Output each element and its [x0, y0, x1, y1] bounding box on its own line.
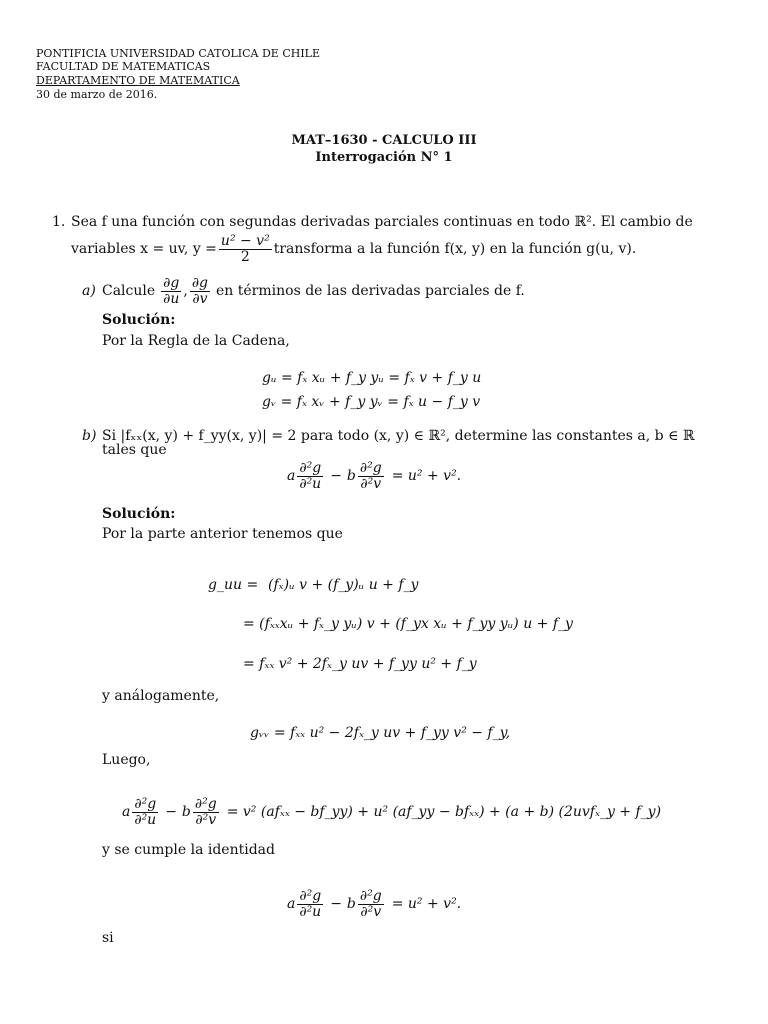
d2g-dv2-fraction-3: $\frac{\text{∂²g}}{\text{∂²v}}$ [359, 887, 382, 920]
identity-rhs: = u² + v². [391, 896, 462, 912]
dg-du-fraction: $\frac{\partial g}{\partial u}$ [163, 274, 180, 307]
part-b-target-equation: a $\frac{\text{∂²g}}{\text{∂²u}}$ − b $\frac{\text{∂²g}}{\text{∂²v}}$ = u² + v². [287, 459, 462, 492]
part-b-solution-label: Solución: [102, 506, 176, 522]
course-title: MAT–1630 - CALCULO III [291, 133, 477, 148]
problem-line-2-pre: variables x = uv, y = [71, 241, 217, 257]
faculty-name: FACULTAD DE MATEMATICAS [36, 60, 211, 73]
long-equation-rhs: = v² (afₓₓ − bf_yy) + u² (af_yy − bfₓₓ) + (a + b) (2uvfₓ_y + f_y) [226, 804, 662, 820]
part-b-target-rhs: = u² + v². [391, 468, 462, 484]
part-a-label: a) [82, 283, 96, 299]
analogously-text: y análogamente, [102, 688, 220, 704]
department-name: DEPARTAMENTO DE MATEMATICA [36, 74, 240, 87]
d2g-dv2-fraction-2: $\frac{\text{∂²g}}{\text{∂²v}}$ [194, 795, 217, 828]
guu-line-3: = fₓₓ v² + 2fₓ_y uv + f_yy u² + f_y [243, 656, 477, 672]
problem-number: 1. [52, 214, 66, 230]
long-equation: a $\frac{\text{∂²g}}{\text{∂²u}}$ − b $\frac{\text{∂²g}}{\text{∂²v}}$ = v² (afₓₓ − bf_yy) + u² (af_yy − bfₓₓ) + (a + b) (2uvfₓ_y + f_y) [122, 795, 662, 828]
part-a-equation-1: gᵤ = fₓ xᵤ + f_y yᵤ = fₓ v + f_y u [262, 370, 482, 386]
part-b-solution-intro: Por la parte anterior tenemos que [102, 526, 343, 542]
d2g-du2-fraction-2: $\frac{\text{∂²g}}{\text{∂²u}}$ [134, 795, 157, 828]
d2g-du2-fraction-3: $\frac{\text{∂²g}}{\text{∂²u}}$ [299, 887, 322, 920]
guu-lhs: g_uu = [208, 577, 259, 593]
change-of-variable-fraction [219, 234, 272, 265]
part-a-equation-2: gᵥ = fₓ xᵥ + f_y yᵥ = fₓ u − f_y v [262, 394, 481, 410]
problem-line-2-post: transforma a la función f(x, y) en la función g(u, v). [273, 241, 637, 257]
university-name: PONTIFICIA UNIVERSIDAD CATOLICA DE CHILE [36, 47, 321, 60]
si-text: si [102, 930, 114, 946]
calcule-word: Calcule [102, 283, 156, 299]
part-a-question: Calcule $\frac{\partial g}{\partial u}$ , $\frac{\partial g}{\partial v}$ en términos de las derivadas parciales de f. [102, 274, 525, 307]
fraction-denominator: 2 [240, 248, 250, 265]
d2g-du2-fraction: $\frac{\text{∂²g}}{\text{∂²u}}$ [299, 459, 322, 492]
guu-line-2: = (fₓₓxᵤ + fₓ_y yᵤ) v + (f_yx xᵤ + f_yy yᵤ) u + f_y [243, 616, 573, 632]
exam-date: 30 de marzo de 2016. [36, 88, 158, 101]
identity-text: y se cumple la identidad [102, 842, 275, 858]
part-a-solution-intro: Por la Regla de la Cadena, [102, 333, 290, 349]
fraction-numerator: u² − v² [220, 232, 270, 249]
problem-line-1: Sea f una función con segundas derivadas parciales continuas en todo ℝ². El cambio de [71, 214, 693, 230]
guu-line-1: (fₓ)ᵤ v + (f_y)ᵤ u + f_y [268, 577, 419, 593]
part-b-line-2: tales que [102, 442, 167, 458]
part-a-text: en términos de las derivadas parciales de f. [216, 283, 525, 299]
d2g-dv2-fraction: $\frac{\text{∂²g}}{\text{∂²v}}$ [359, 459, 382, 492]
identity-equation: a $\frac{\text{∂²g}}{\text{∂²u}}$ − b $\frac{\text{∂²g}}{\text{∂²v}}$ = u² + v². [287, 887, 462, 920]
dg-dv-fraction: $\frac{\partial g}{\partial v}$ [191, 274, 209, 307]
part-b-label: b) [82, 428, 97, 444]
part-b-line-1: Si |fₓₓ(x, y) + f_yy(x, y)| = 2 para todo (x, y) ∈ ℝ², determine las constantes a, b ∈ ℝ [102, 428, 695, 444]
exam-name: Interrogación N° 1 [315, 150, 453, 165]
gvv-equation: gᵥᵥ = fₓₓ u² − 2fₓ_y uv + f_yy v² − f_y, [250, 725, 511, 741]
part-a-solution-label: Solución: [102, 312, 176, 328]
luego-text: Luego, [102, 752, 151, 768]
problem-line-2 [71, 232, 636, 266]
